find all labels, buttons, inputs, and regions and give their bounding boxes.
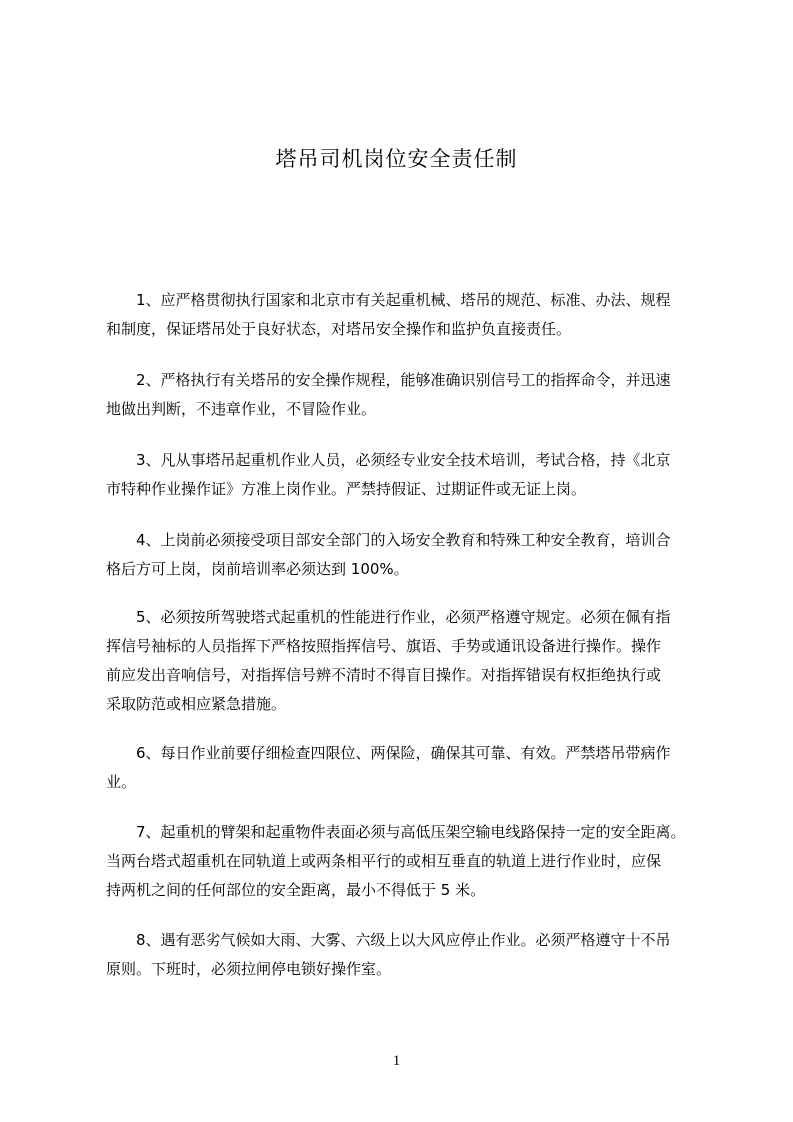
paragraph-line: 1、应严格贯彻执行国家和北京市有关起重机械、塔吊的规范、标准、办法、规程 <box>136 291 671 309</box>
paragraph-1 <box>106 286 718 344</box>
page-number: 1 <box>392 1053 401 1069</box>
paragraph-line: 格后方可上岗，岗前培训率必须达到 100%。 <box>106 560 409 578</box>
paragraph-line: 原则。下班时，必须拉闸停电锁好操作室。 <box>106 960 392 978</box>
paragraph-7 <box>106 818 718 905</box>
paragraph-line: 持两机之间的任何部位的安全距离，最小不得低于 5 米。 <box>106 881 486 899</box>
paragraph-3 <box>106 446 718 504</box>
paragraph-2 <box>106 366 718 424</box>
paragraph-line: 和制度，保证塔吊处于良好状态，对塔吊安全操作和监护负直接责任。 <box>106 320 572 338</box>
paragraph-line: 7、起重机的臂架和起重物件表面必须与高低压架空输电线路保持一定的安全距离。 <box>136 823 686 841</box>
paragraph-line: 3、凡从事塔吊起重机作业人员，必须经专业安全技术培训，考试合格，持《北京 <box>136 451 671 469</box>
paragraph-line: 市特种作业操作证》方准上岗作业。严禁持假证、过期证件或无证上岗。 <box>106 480 587 498</box>
paragraph-line: 采取防范或相应紧急措施。 <box>106 695 287 713</box>
paragraph-line: 2、严格执行有关塔吊的安全操作规程，能够准确识别信号工的指挥命令，并迅速 <box>136 371 671 389</box>
paragraph-6 <box>106 739 718 797</box>
paragraph-line: 当两台塔式超重机在同轨道上或两条相平行的或相互垂直的轨道上进行作业时，应保 <box>106 852 662 870</box>
paragraph-line: 4、上岗前必须接受项目部安全部门的入场安全教育和特殊工种安全教育，培训合 <box>136 531 671 549</box>
paragraph-line: 5、必须按所驾驶塔式起重机的性能进行作业，必须严格遵守规定。必须在佩有指 <box>136 608 671 626</box>
paragraph-8 <box>106 926 718 984</box>
paragraph-line: 6、每日作业前要仔细检查四限位、两保险，确保其可靠、有效。严禁塔吊带病作 <box>136 744 671 762</box>
page-title: 塔吊司机岗位安全责任制 <box>275 147 518 171</box>
paragraph-5 <box>106 603 718 719</box>
paragraph-line: 8、遇有恶劣气候如大雨、大雾、六级上以大风应停止作业。必须严格遵守十不吊 <box>136 931 671 949</box>
paragraph-4 <box>106 526 718 584</box>
paragraph-line: 业。 <box>106 773 137 791</box>
paragraph-line: 前应发出音响信号，对指挥信号辨不清时不得盲目操作。对指挥错误有权拒绝执行或 <box>106 666 662 684</box>
paragraph-line: 挥信号袖标的人员指挥下严格按照指挥信号、旗语、手势或通讯设备进行操作。操作 <box>106 637 662 655</box>
paragraph-line: 地做出判断，不违章作业，不冒险作业。 <box>106 400 377 418</box>
